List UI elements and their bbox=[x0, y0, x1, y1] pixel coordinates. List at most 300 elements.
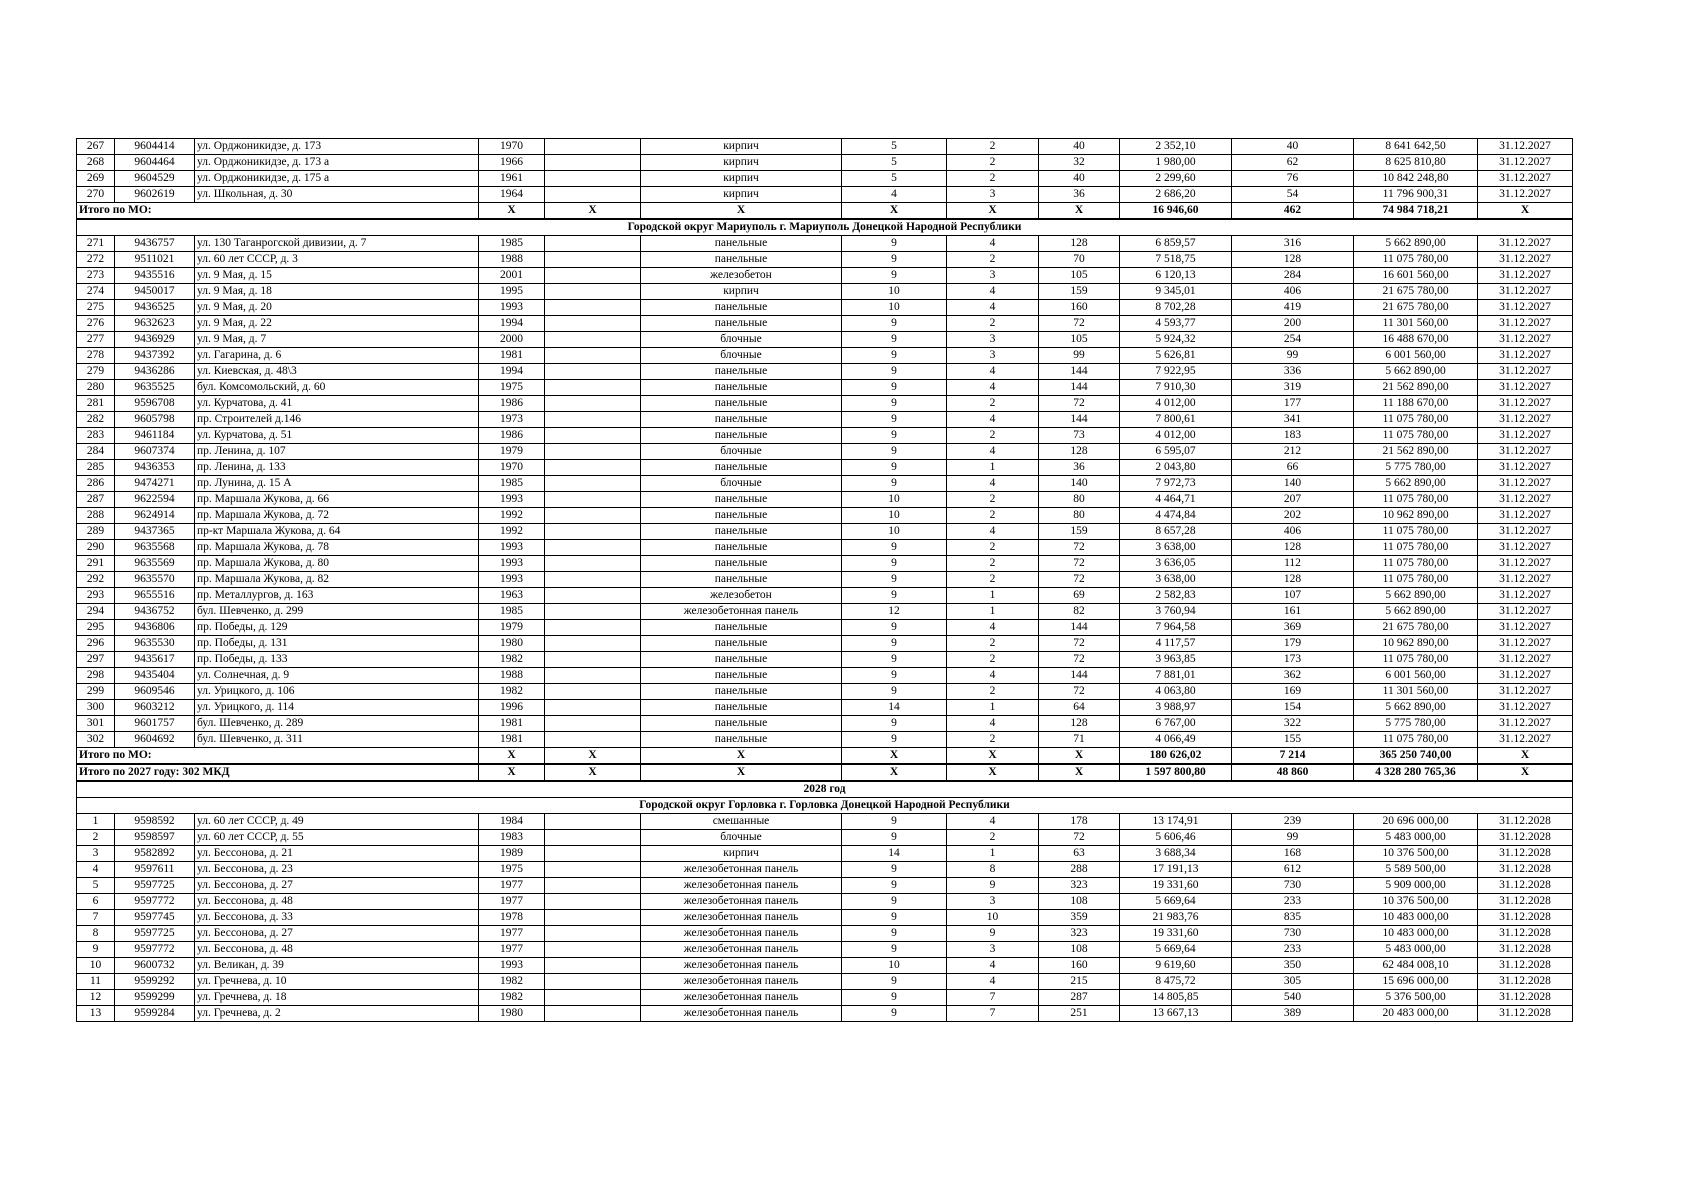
table-cell: пр. Строителей д.146 bbox=[195, 412, 479, 428]
table-cell: 9 bbox=[842, 332, 947, 348]
table-cell: 4 bbox=[947, 668, 1039, 684]
table-cell: 31.12.2027 bbox=[1478, 396, 1573, 412]
table-cell: 1993 bbox=[479, 300, 545, 316]
table-cell: 72 bbox=[1039, 540, 1120, 556]
table-cell: 73 bbox=[1039, 428, 1120, 444]
table-cell: 3 636,05 bbox=[1120, 556, 1232, 572]
table-cell: 31.12.2028 bbox=[1478, 830, 1573, 846]
table-cell: 20 696 000,00 bbox=[1354, 814, 1478, 830]
table-cell: 9 bbox=[842, 444, 947, 460]
table-cell bbox=[545, 1006, 641, 1022]
total-cell: X bbox=[947, 748, 1039, 765]
table-cell bbox=[545, 910, 641, 926]
table-cell: 9597772 bbox=[115, 894, 195, 910]
table-cell bbox=[545, 974, 641, 990]
table-cell: 278 bbox=[77, 348, 115, 364]
table-cell: 1977 bbox=[479, 878, 545, 894]
table-cell: 173 bbox=[1232, 652, 1354, 668]
table-cell: пр. Победы, д. 133 bbox=[195, 652, 479, 668]
table-cell: 11 188 670,00 bbox=[1354, 396, 1478, 412]
table-row bbox=[77, 332, 1573, 348]
table-cell: 16 488 670,00 bbox=[1354, 332, 1478, 348]
housing-repair-table bbox=[76, 138, 1573, 1022]
table-cell: блочные bbox=[641, 830, 842, 846]
table-cell: 144 bbox=[1039, 364, 1120, 380]
table-cell: 1993 bbox=[479, 540, 545, 556]
table-cell: блочные bbox=[641, 476, 842, 492]
table-cell: 178 bbox=[1039, 814, 1120, 830]
table-cell: 4 bbox=[947, 412, 1039, 428]
table-cell: 9 619,60 bbox=[1120, 958, 1232, 974]
table-cell: 4 bbox=[77, 862, 115, 878]
table-cell: 3 bbox=[947, 332, 1039, 348]
table-cell: 295 bbox=[77, 620, 115, 636]
table-cell: 8 bbox=[947, 862, 1039, 878]
total-cell: 365 250 740,00 bbox=[1354, 748, 1478, 765]
table-cell: 1 bbox=[947, 846, 1039, 862]
table-cell: 9 bbox=[842, 910, 947, 926]
table-cell: 10 962 890,00 bbox=[1354, 636, 1478, 652]
table-cell: 80 bbox=[1039, 508, 1120, 524]
table-cell: 2 bbox=[947, 830, 1039, 846]
table-cell: ул. Курчатова, д. 41 bbox=[195, 396, 479, 412]
table-cell bbox=[545, 412, 641, 428]
table-cell bbox=[545, 894, 641, 910]
table-cell: 207 bbox=[1232, 492, 1354, 508]
table-cell: 31.12.2027 bbox=[1478, 572, 1573, 588]
table-cell: 322 bbox=[1232, 716, 1354, 732]
table-cell: 3 bbox=[947, 348, 1039, 364]
table-cell: блочные bbox=[641, 444, 842, 460]
section-heading-row bbox=[77, 798, 1573, 814]
table-cell: 299 bbox=[77, 684, 115, 700]
table-cell bbox=[545, 588, 641, 604]
table-cell: 280 bbox=[77, 380, 115, 396]
table-cell: панельные bbox=[641, 620, 842, 636]
table-cell: 5 662 890,00 bbox=[1354, 476, 1478, 492]
table-cell: 8 702,28 bbox=[1120, 300, 1232, 316]
table-cell: 9 bbox=[842, 1006, 947, 1022]
table-cell: 9436806 bbox=[115, 620, 195, 636]
table-cell: 1989 bbox=[479, 846, 545, 862]
table-cell: панельные bbox=[641, 636, 842, 652]
table-row bbox=[77, 878, 1573, 894]
table-cell: кирпич bbox=[641, 155, 842, 171]
table-cell: 10 376 500,00 bbox=[1354, 846, 1478, 862]
table-cell bbox=[545, 236, 641, 252]
table-row bbox=[77, 830, 1573, 846]
table-cell: 1978 bbox=[479, 910, 545, 926]
table-cell: ул. Гречнева, д. 2 bbox=[195, 1006, 479, 1022]
table-cell: 31.12.2028 bbox=[1478, 942, 1573, 958]
table-cell: 406 bbox=[1232, 284, 1354, 300]
table-cell: 7 800,61 bbox=[1120, 412, 1232, 428]
table-cell: 9 bbox=[842, 732, 947, 748]
total-cell: 180 626,02 bbox=[1120, 748, 1232, 765]
table-cell: 8 641 642,50 bbox=[1354, 139, 1478, 155]
table-row bbox=[77, 572, 1573, 588]
table-cell: 9 bbox=[842, 348, 947, 364]
total-cell: X bbox=[1478, 764, 1573, 781]
total-cell: X bbox=[641, 748, 842, 765]
table-cell: 10 483 000,00 bbox=[1354, 926, 1478, 942]
table-cell: 9655516 bbox=[115, 588, 195, 604]
table-cell: 9607374 bbox=[115, 444, 195, 460]
table-cell: 31.12.2027 bbox=[1478, 508, 1573, 524]
table-row bbox=[77, 1006, 1573, 1022]
table-cell: 9604692 bbox=[115, 732, 195, 748]
table-cell: 11 796 900,31 bbox=[1354, 187, 1478, 203]
table-cell: 1973 bbox=[479, 412, 545, 428]
table-cell: 71 bbox=[1039, 732, 1120, 748]
table-cell: 31.12.2028 bbox=[1478, 926, 1573, 942]
table-cell: 215 bbox=[1039, 974, 1120, 990]
table-cell: 9 bbox=[842, 862, 947, 878]
table-cell bbox=[545, 155, 641, 171]
table-cell: 72 bbox=[1039, 316, 1120, 332]
table-cell: 9 bbox=[947, 878, 1039, 894]
table-cell: 105 bbox=[1039, 268, 1120, 284]
table-cell: 3 638,00 bbox=[1120, 572, 1232, 588]
table-cell: 128 bbox=[1039, 716, 1120, 732]
table-cell: железобетон bbox=[641, 588, 842, 604]
table-cell: 16 601 560,00 bbox=[1354, 268, 1478, 284]
table-cell: 2 bbox=[947, 155, 1039, 171]
section-heading: Городской округ Горловка г. Горловка Донецкой Народной Республики bbox=[77, 798, 1573, 814]
table-cell: 19 331,60 bbox=[1120, 878, 1232, 894]
table-cell: 239 bbox=[1232, 814, 1354, 830]
table-cell: 9 bbox=[842, 974, 947, 990]
table-cell: 72 bbox=[1039, 652, 1120, 668]
table-row bbox=[77, 187, 1573, 203]
table-cell: 302 bbox=[77, 732, 115, 748]
table-cell: 2 bbox=[77, 830, 115, 846]
table-cell: 6 595,07 bbox=[1120, 444, 1232, 460]
table-cell: 72 bbox=[1039, 556, 1120, 572]
table-cell bbox=[545, 684, 641, 700]
table-cell: 2 bbox=[947, 492, 1039, 508]
table-cell: 99 bbox=[1039, 348, 1120, 364]
table-row bbox=[77, 604, 1573, 620]
table-cell: 21 675 780,00 bbox=[1354, 620, 1478, 636]
table-cell: 10 842 248,80 bbox=[1354, 171, 1478, 187]
table-cell: 9 bbox=[842, 476, 947, 492]
year-heading-row bbox=[77, 781, 1573, 798]
table-cell: 11 075 780,00 bbox=[1354, 428, 1478, 444]
table-row bbox=[77, 652, 1573, 668]
table-cell: 7 881,01 bbox=[1120, 668, 1232, 684]
table-cell: 369 bbox=[1232, 620, 1354, 636]
table-cell: кирпич bbox=[641, 846, 842, 862]
table-cell: 233 bbox=[1232, 942, 1354, 958]
table-cell: 2000 bbox=[479, 332, 545, 348]
table-cell: 1993 bbox=[479, 958, 545, 974]
table-cell: 296 bbox=[77, 636, 115, 652]
table-cell: 1977 bbox=[479, 942, 545, 958]
table-cell: ул. 60 лет СССР, д. 49 bbox=[195, 814, 479, 830]
table-cell: 3 bbox=[77, 846, 115, 862]
table-cell bbox=[545, 316, 641, 332]
table-row bbox=[77, 588, 1573, 604]
table-cell: 4 bbox=[947, 380, 1039, 396]
table-cell: 31.12.2028 bbox=[1478, 846, 1573, 862]
table-cell: 11 075 780,00 bbox=[1354, 492, 1478, 508]
total-cell: X bbox=[1039, 748, 1120, 765]
table-cell: 9435516 bbox=[115, 268, 195, 284]
table-cell: 1 bbox=[947, 588, 1039, 604]
table-cell: 20 483 000,00 bbox=[1354, 1006, 1478, 1022]
table-cell: пр. Победы, д. 131 bbox=[195, 636, 479, 652]
table-cell: 31.12.2027 bbox=[1478, 252, 1573, 268]
table-cell: панельные bbox=[641, 540, 842, 556]
table-cell bbox=[545, 620, 641, 636]
table-cell: 298 bbox=[77, 668, 115, 684]
table-cell: 13 174,91 bbox=[1120, 814, 1232, 830]
table-cell: 161 bbox=[1232, 604, 1354, 620]
table-cell bbox=[545, 171, 641, 187]
table-cell bbox=[545, 268, 641, 284]
table-cell: 319 bbox=[1232, 380, 1354, 396]
table-cell: ул. Гагарина, д. 6 bbox=[195, 348, 479, 364]
table-cell: 10 bbox=[842, 508, 947, 524]
table-cell bbox=[545, 139, 641, 155]
table-cell: 10 962 890,00 bbox=[1354, 508, 1478, 524]
table-cell: панельные bbox=[641, 300, 842, 316]
table-cell: 31.12.2028 bbox=[1478, 814, 1573, 830]
table-cell: 1975 bbox=[479, 380, 545, 396]
table-cell: смешанные bbox=[641, 814, 842, 830]
table-cell bbox=[545, 958, 641, 974]
table-cell: 9597772 bbox=[115, 942, 195, 958]
table-cell: 276 bbox=[77, 316, 115, 332]
table-cell: 301 bbox=[77, 716, 115, 732]
table-cell: 9437392 bbox=[115, 348, 195, 364]
table-cell: 9609546 bbox=[115, 684, 195, 700]
table-cell: 9600732 bbox=[115, 958, 195, 974]
table-cell: 9597725 bbox=[115, 878, 195, 894]
table-cell: 406 bbox=[1232, 524, 1354, 540]
table-cell: 1975 bbox=[479, 862, 545, 878]
table-cell: 4 bbox=[947, 444, 1039, 460]
table-row bbox=[77, 524, 1573, 540]
table-cell: железобетонная панель bbox=[641, 1006, 842, 1022]
table-cell: 2 bbox=[947, 540, 1039, 556]
table-cell: 1985 bbox=[479, 604, 545, 620]
table-cell: 4 bbox=[842, 187, 947, 203]
table-cell: 9 bbox=[842, 716, 947, 732]
table-row bbox=[77, 412, 1573, 428]
table-cell: 9 bbox=[842, 942, 947, 958]
total-cell: X bbox=[641, 764, 842, 781]
table-cell: ул. Киевская, д. 48\3 bbox=[195, 364, 479, 380]
table-cell bbox=[545, 716, 641, 732]
table-cell: пр. Ленина, д. 133 bbox=[195, 460, 479, 476]
table-cell: 72 bbox=[1039, 830, 1120, 846]
table-cell: 5 bbox=[842, 155, 947, 171]
table-cell: 10 bbox=[77, 958, 115, 974]
table-cell bbox=[545, 444, 641, 460]
table-cell: 3 bbox=[947, 268, 1039, 284]
table-cell: ул. Орджоникидзе, д. 173 а bbox=[195, 155, 479, 171]
table-cell: 293 bbox=[77, 588, 115, 604]
table-row bbox=[77, 348, 1573, 364]
table-cell: 730 bbox=[1232, 878, 1354, 894]
table-cell: 3 638,00 bbox=[1120, 540, 1232, 556]
table-cell: 62 484 008,10 bbox=[1354, 958, 1478, 974]
table-cell bbox=[545, 652, 641, 668]
table-cell: ул. 9 Мая, д. 7 bbox=[195, 332, 479, 348]
table-cell: 9604464 bbox=[115, 155, 195, 171]
total-label: Итого по МО: bbox=[77, 203, 479, 220]
table-cell: 17 191,13 bbox=[1120, 862, 1232, 878]
table-cell: 31.12.2027 bbox=[1478, 524, 1573, 540]
table-cell: 3 bbox=[947, 942, 1039, 958]
table-row bbox=[77, 460, 1573, 476]
table-cell: 40 bbox=[1039, 139, 1120, 155]
table-cell: железобетонная панель bbox=[641, 974, 842, 990]
table-cell: 9435617 bbox=[115, 652, 195, 668]
table-cell: ул. 130 Таганрогской дивизии, д. 7 bbox=[195, 236, 479, 252]
table-cell: блочные bbox=[641, 348, 842, 364]
table-cell: ул. Урицкого, д. 114 bbox=[195, 700, 479, 716]
table-cell: 31.12.2027 bbox=[1478, 636, 1573, 652]
table-cell: железобетонная панель bbox=[641, 878, 842, 894]
table-cell: 144 bbox=[1039, 668, 1120, 684]
table-cell bbox=[545, 878, 641, 894]
table-cell: 9624914 bbox=[115, 508, 195, 524]
table-cell: 271 bbox=[77, 236, 115, 252]
table-cell: 300 bbox=[77, 700, 115, 716]
table-row bbox=[77, 316, 1573, 332]
table-cell: ул. 9 Мая, д. 18 bbox=[195, 284, 479, 300]
total-cell: 7 214 bbox=[1232, 748, 1354, 765]
table-cell: 323 bbox=[1039, 926, 1120, 942]
table-cell: 31.12.2027 bbox=[1478, 380, 1573, 396]
table-cell bbox=[545, 556, 641, 572]
table-cell: пр. Победы, д. 129 bbox=[195, 620, 479, 636]
table-cell: 1966 bbox=[479, 155, 545, 171]
table-cell: 183 bbox=[1232, 428, 1354, 444]
table-cell: 10 bbox=[947, 910, 1039, 926]
table-row bbox=[77, 716, 1573, 732]
table-row bbox=[77, 364, 1573, 380]
table-cell: 8 625 810,80 bbox=[1354, 155, 1478, 171]
section-heading-row bbox=[77, 219, 1573, 236]
table-cell: 31.12.2027 bbox=[1478, 588, 1573, 604]
table-cell: 1984 bbox=[479, 814, 545, 830]
table-cell: 730 bbox=[1232, 926, 1354, 942]
table-cell: панельные bbox=[641, 556, 842, 572]
table-cell: 99 bbox=[1232, 348, 1354, 364]
total-cell: X bbox=[479, 748, 545, 765]
table-cell: 31.12.2027 bbox=[1478, 604, 1573, 620]
table-cell: 9604414 bbox=[115, 139, 195, 155]
table-cell: 2 bbox=[947, 139, 1039, 155]
table-cell: 1986 bbox=[479, 396, 545, 412]
table-cell: 9622594 bbox=[115, 492, 195, 508]
table-cell: 2 bbox=[947, 572, 1039, 588]
total-row bbox=[77, 203, 1573, 220]
table-cell: 5 775 780,00 bbox=[1354, 716, 1478, 732]
table-cell: 155 bbox=[1232, 732, 1354, 748]
table-row bbox=[77, 428, 1573, 444]
table-cell: 32 bbox=[1039, 155, 1120, 171]
table-cell: 12 bbox=[77, 990, 115, 1006]
total-cell: X bbox=[545, 748, 641, 765]
table-cell: 9 bbox=[842, 540, 947, 556]
table-cell bbox=[545, 572, 641, 588]
table-cell: железобетонная панель bbox=[641, 958, 842, 974]
table-cell: 6 001 560,00 bbox=[1354, 668, 1478, 684]
table-cell: 9635568 bbox=[115, 540, 195, 556]
table-cell: 9635525 bbox=[115, 380, 195, 396]
table-cell bbox=[545, 476, 641, 492]
table-row bbox=[77, 862, 1573, 878]
table-cell: панельные bbox=[641, 396, 842, 412]
table-cell: 1964 bbox=[479, 187, 545, 203]
table-cell: 1981 bbox=[479, 348, 545, 364]
table-cell: 14 bbox=[842, 700, 947, 716]
table-cell: 2 bbox=[947, 732, 1039, 748]
table-row bbox=[77, 268, 1573, 284]
table-cell: железобетонная панель bbox=[641, 604, 842, 620]
table-cell: 31.12.2027 bbox=[1478, 187, 1573, 203]
table-cell: бул. Комсомольский, д. 60 bbox=[195, 380, 479, 396]
table-cell bbox=[545, 732, 641, 748]
table-cell: 1992 bbox=[479, 524, 545, 540]
table-cell: 305 bbox=[1232, 974, 1354, 990]
table-cell: 4 066,49 bbox=[1120, 732, 1232, 748]
table-cell: 31.12.2027 bbox=[1478, 540, 1573, 556]
table-cell: 6 859,57 bbox=[1120, 236, 1232, 252]
table-cell bbox=[545, 332, 641, 348]
total-cell: X bbox=[641, 203, 842, 220]
table-cell: 108 bbox=[1039, 942, 1120, 958]
table-cell: 31.12.2028 bbox=[1478, 894, 1573, 910]
table-row bbox=[77, 252, 1573, 268]
table-cell: 1982 bbox=[479, 652, 545, 668]
table-cell: 9 bbox=[842, 268, 947, 284]
table-cell: 9599292 bbox=[115, 974, 195, 990]
table-cell: 350 bbox=[1232, 958, 1354, 974]
table-cell: 7 964,58 bbox=[1120, 620, 1232, 636]
table-row bbox=[77, 684, 1573, 700]
table-cell: панельные bbox=[641, 364, 842, 380]
table-cell: 72 bbox=[1039, 572, 1120, 588]
table-cell: 9 bbox=[842, 878, 947, 894]
table-cell: 2 bbox=[947, 171, 1039, 187]
table-cell: 5 626,81 bbox=[1120, 348, 1232, 364]
table-cell: 3 988,97 bbox=[1120, 700, 1232, 716]
table-cell: ул. Солнечная, д. 9 bbox=[195, 668, 479, 684]
table-cell: 233 bbox=[1232, 894, 1354, 910]
table-cell: 4 bbox=[947, 236, 1039, 252]
table-cell: 10 bbox=[842, 958, 947, 974]
table-cell: 31.12.2027 bbox=[1478, 444, 1573, 460]
table-cell: 1994 bbox=[479, 316, 545, 332]
table-cell bbox=[545, 348, 641, 364]
table-cell: 1995 bbox=[479, 284, 545, 300]
table-cell: панельные bbox=[641, 412, 842, 428]
table-cell: 9582892 bbox=[115, 846, 195, 862]
table-cell: бул. Шевченко, д. 299 bbox=[195, 604, 479, 620]
table-cell: 9 bbox=[947, 926, 1039, 942]
table-cell: 11 075 780,00 bbox=[1354, 540, 1478, 556]
table-cell: ул. Курчатова, д. 51 bbox=[195, 428, 479, 444]
table-cell: 540 bbox=[1232, 990, 1354, 1006]
table-cell: 359 bbox=[1039, 910, 1120, 926]
table-row bbox=[77, 444, 1573, 460]
